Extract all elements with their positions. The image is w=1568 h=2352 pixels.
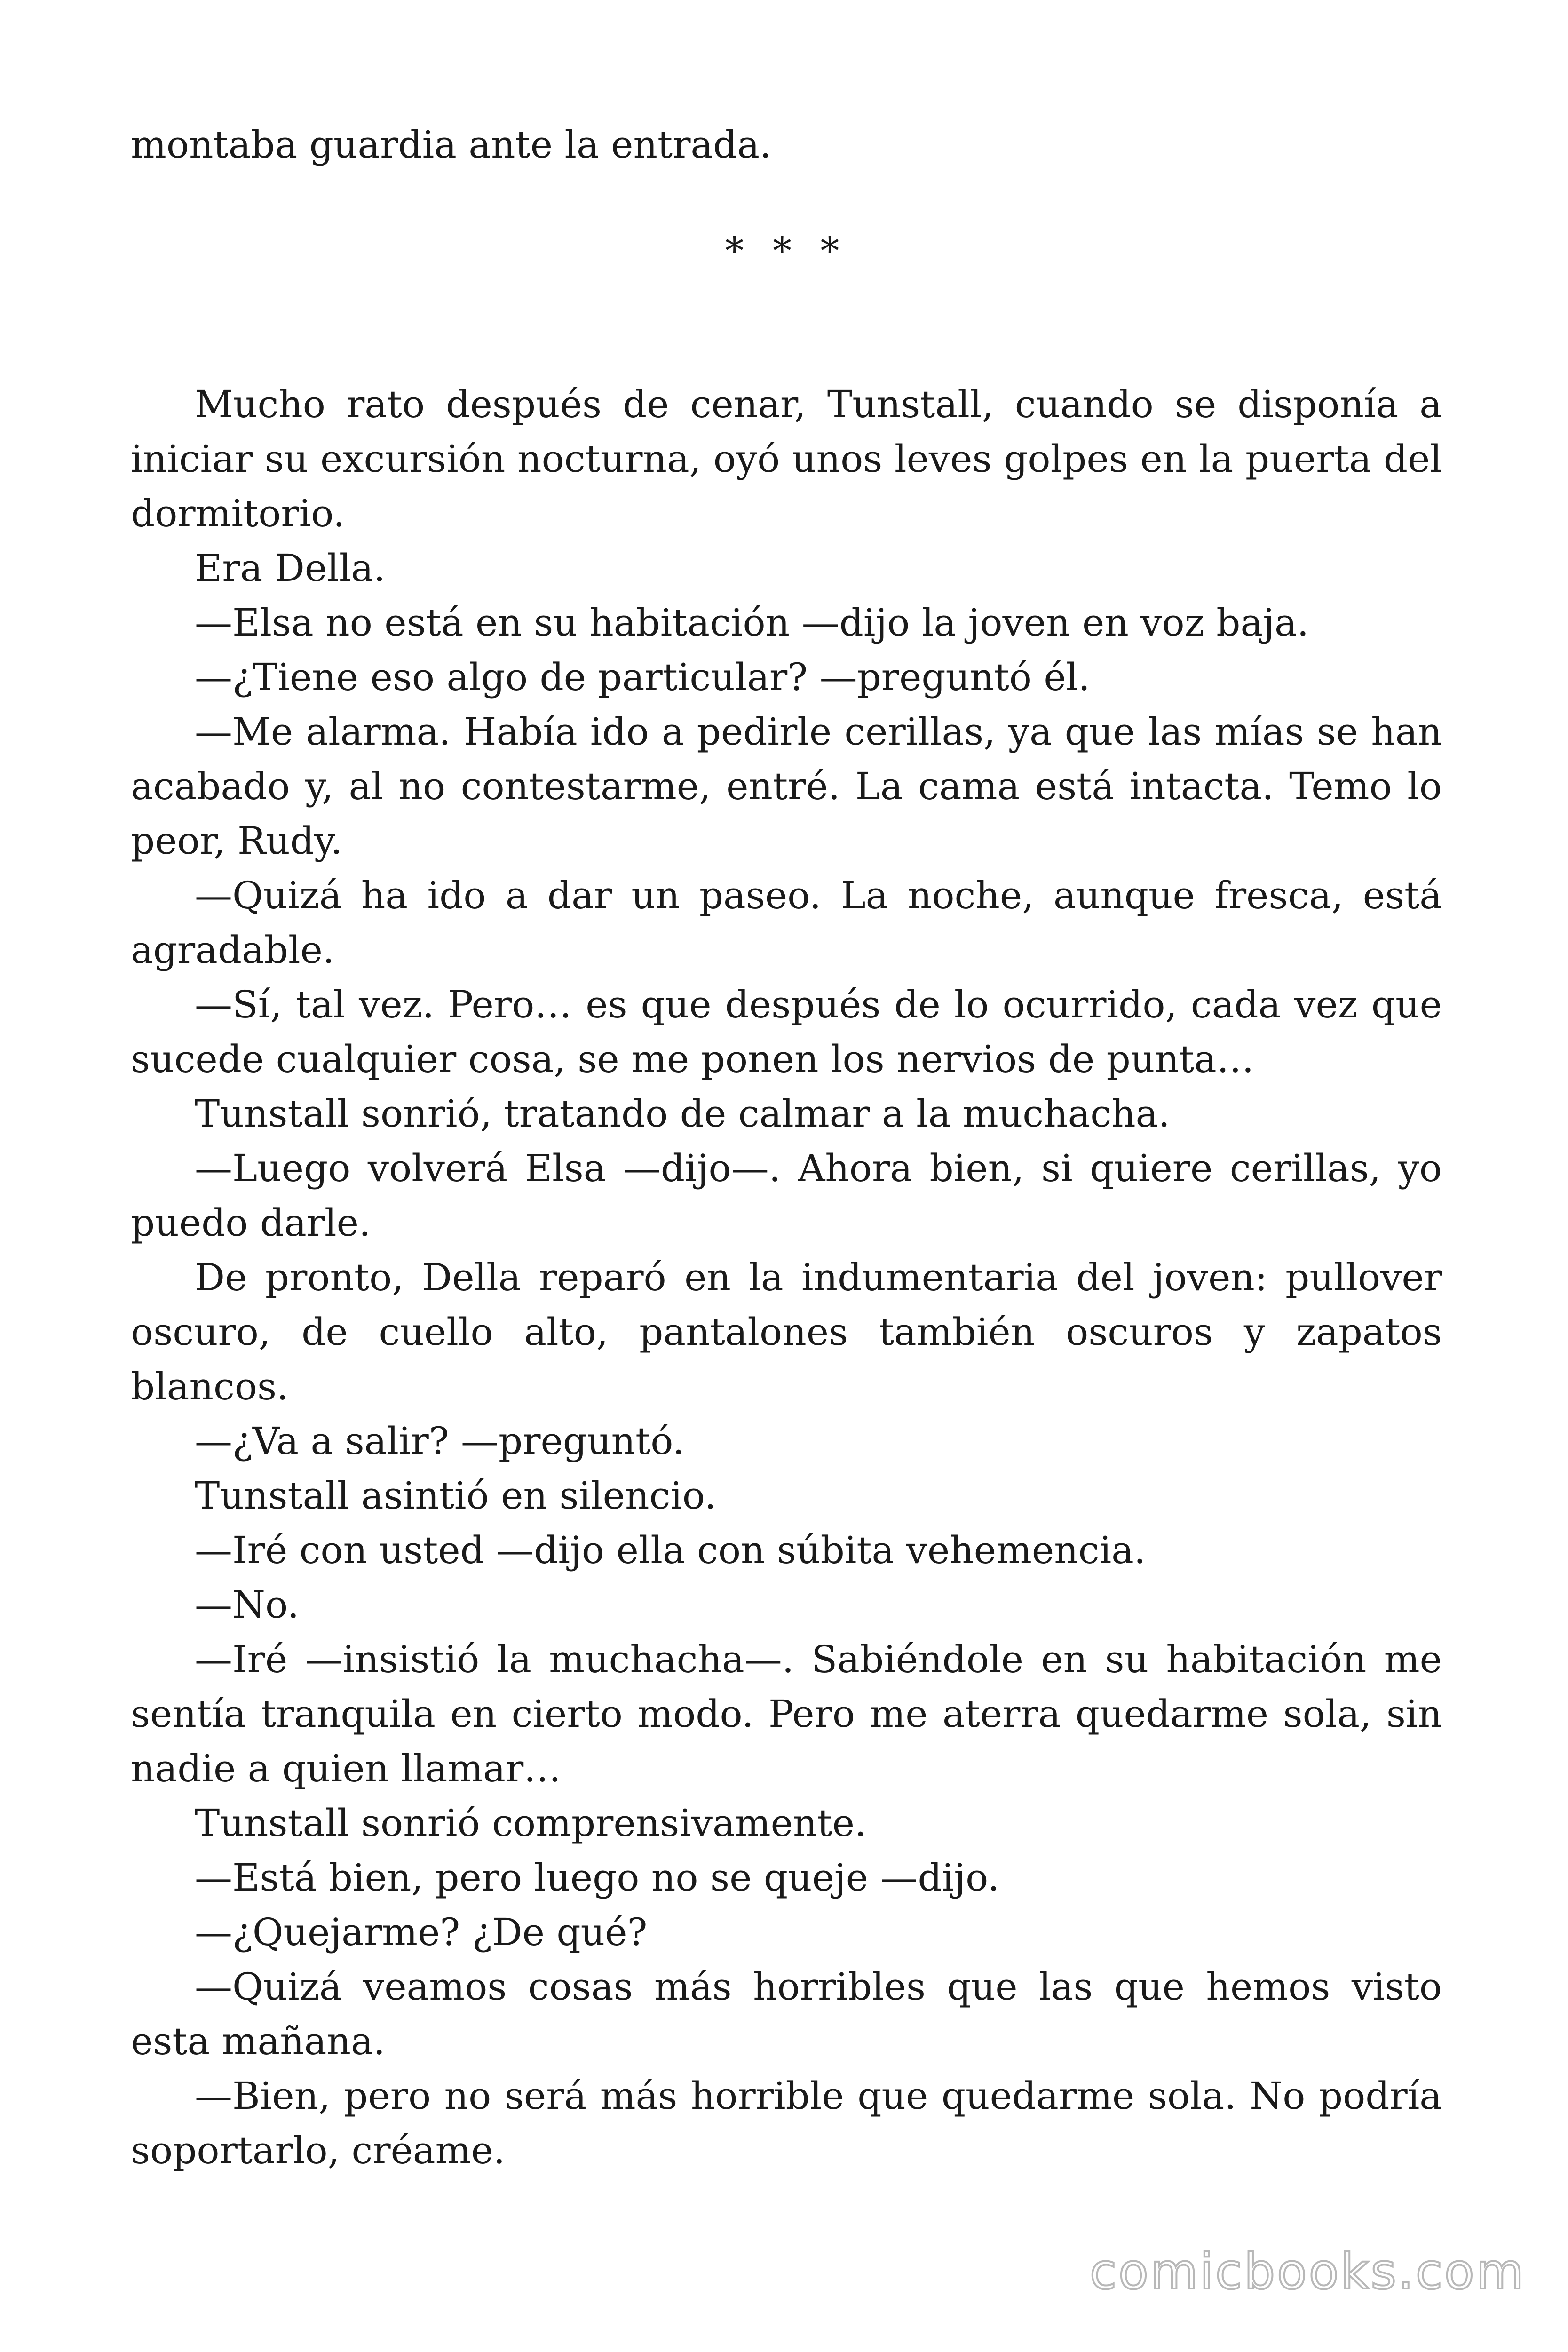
paragraph: De pronto, Della reparó en la indumentaria del joven: pullover oscuro, de cuello alto, pantalones también oscuros y zapatos blancos.: [131, 1255, 1442, 1408]
paragraph: —No.: [195, 1583, 300, 1627]
paragraph: —Iré con usted —dijo ella con súbita vehemencia.: [195, 1528, 1146, 1572]
paragraph: —Luego volverá Elsa —dijo—. Ahora bien, si quiere cerillas, yo puedo darle.: [131, 1146, 1442, 1245]
paragraph: —Quizá ha ido a dar un paseo. La noche, aunque fresca, está agradable.: [131, 874, 1442, 972]
paragraph: Tunstall sonrió comprensivamente.: [195, 1801, 867, 1845]
paragraph: —Iré —insistió la muchacha—. Sabiéndole en su habitación me sentía tranquila en cierto modo. Pero me aterra quedarme sola, sin nadie a quien llamar…: [131, 1637, 1442, 1790]
book-page: [131, 118, 1442, 2178]
paragraph: —Elsa no está en su habitación —dijo la joven en voz baja.: [195, 601, 1309, 644]
watermark-logo: comicbooks.com: [1089, 2243, 1526, 2300]
paragraph: —Bien, pero no será más horrible que quedarme sola. No podría soportarlo, créame.: [131, 2074, 1442, 2172]
paragraph: —¿Quejarme? ¿De qué?: [195, 1910, 648, 1954]
paragraph: Mucho rato después de cenar, Tunstall, cuando se disponía a iniciar su excursión nocturna, oyó unos leves golpes en la puerta del dormitorio.: [131, 382, 1442, 535]
paragraph: —Sí, tal vez. Pero… es que después de lo ocurrido, cada vez que sucede cualquier cosa, se me ponen los nervios de punta…: [131, 983, 1442, 1081]
paragraph: Tunstall asintió en silencio.: [195, 1474, 717, 1518]
paragraph: —¿Tiene eso algo de particular? —preguntó él.: [195, 655, 1090, 699]
scene-break: * * *: [725, 229, 848, 273]
paragraph: —Está bien, pero luego no se queje —dijo.: [195, 1856, 1000, 1899]
opening-line: montaba guardia ante la entrada.: [131, 123, 772, 167]
paragraph: —Quizá veamos cosas más horribles que las que hemos visto esta mañana.: [131, 1965, 1442, 2063]
paragraph: —Me alarma. Había ido a pedirle cerillas, ya que las mías se han acabado y, al no contestarme, entré. La cama está intacta. Temo lo peor, Rudy.: [131, 710, 1442, 863]
paragraph: —¿Va a salir? —preguntó.: [195, 1419, 685, 1463]
paragraph: Tunstall sonrió, tratando de calmar a la muchacha.: [195, 1092, 1170, 1136]
paragraph: Era Della.: [195, 546, 386, 590]
